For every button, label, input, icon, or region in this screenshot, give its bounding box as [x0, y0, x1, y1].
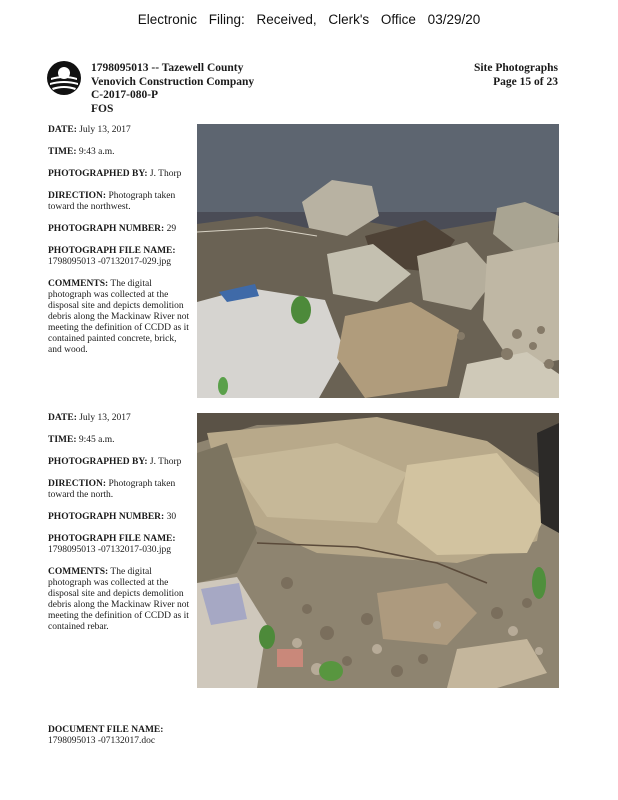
header-case-info	[91, 62, 254, 116]
photo-2-date: July 13, 2017	[79, 413, 131, 423]
photo-2-time: 9:45 a.m.	[78, 435, 115, 445]
document-file-info	[48, 725, 163, 747]
photo-1-time: 9:43 a.m.	[78, 147, 115, 157]
comments-label: COMMENTS:	[48, 279, 109, 289]
header-case-number: C-2017-080-P	[91, 89, 159, 101]
document-file-name: 1798095013 -07132017.doc	[48, 736, 156, 746]
time-label: TIME:	[48, 147, 77, 157]
photo-1-direction: Photograph taken toward the northwest.	[48, 191, 176, 212]
site-photo-30	[197, 413, 559, 688]
photo-2-file: 1798095013 -07132017-030.jpg	[48, 545, 171, 555]
photo-number-label: PHOTOGRAPH NUMBER:	[48, 224, 165, 234]
header-page-info	[474, 62, 558, 89]
photo-2-metadata	[48, 413, 190, 644]
direction-label: DIRECTION:	[48, 479, 107, 489]
date-label: DATE:	[48, 413, 77, 423]
photo-number-label: PHOTOGRAPH NUMBER:	[48, 512, 165, 522]
header-site-id: 1798095013 -- Tazewell County	[91, 62, 244, 74]
photo-file-label: PHOTOGRAPH FILE NAME:	[48, 534, 176, 544]
header-section-title: Site Photographs	[473, 62, 558, 74]
direction-label: DIRECTION:	[48, 191, 107, 201]
photo-2-comments: The digital photograph was collected at the disposal site and depicts demolition debris along the Mackinaw River not meeting the definition of CCDD as it contained rebar.	[48, 567, 190, 632]
photo-1-date: July 13, 2017	[79, 125, 131, 135]
photo-1-number: 29	[166, 224, 177, 234]
photo-1-file: 1798095013 -07132017-029.jpg	[48, 257, 171, 267]
photo-2-photographer: J. Thorp	[149, 457, 182, 467]
header-code: FOS	[91, 102, 114, 115]
header-company: Venovich Construction Company	[91, 75, 255, 88]
date-label: DATE:	[48, 125, 77, 135]
agency-logo-icon	[46, 60, 82, 96]
filing-stamp: Electronic Filing: Received, Clerk's Office 03/29/20	[137, 12, 481, 27]
header-page-number: Page 15 of 23	[493, 75, 558, 88]
document-file-label: DOCUMENT FILE NAME:	[48, 725, 164, 735]
photo-1-photographer: J. Thorp	[149, 169, 182, 179]
comments-label: COMMENTS:	[48, 567, 109, 577]
photographed-by-label: PHOTOGRAPHED BY:	[48, 457, 148, 467]
photo-2-number: 30	[166, 512, 177, 522]
time-label: TIME:	[48, 435, 77, 445]
photo-1-metadata	[48, 125, 190, 367]
photographed-by-label: PHOTOGRAPHED BY:	[48, 169, 148, 179]
photo-2-direction: Photograph taken toward the north.	[48, 479, 176, 500]
photo-1-comments: The digital photograph was collected at the disposal site and depicts demolition debris along the Mackinaw River not meeting the definition of CCDD as it contained painted concrete, brick, and wood.	[48, 279, 190, 355]
site-photo-29	[197, 124, 559, 398]
photo-file-label: PHOTOGRAPH FILE NAME:	[48, 246, 176, 256]
